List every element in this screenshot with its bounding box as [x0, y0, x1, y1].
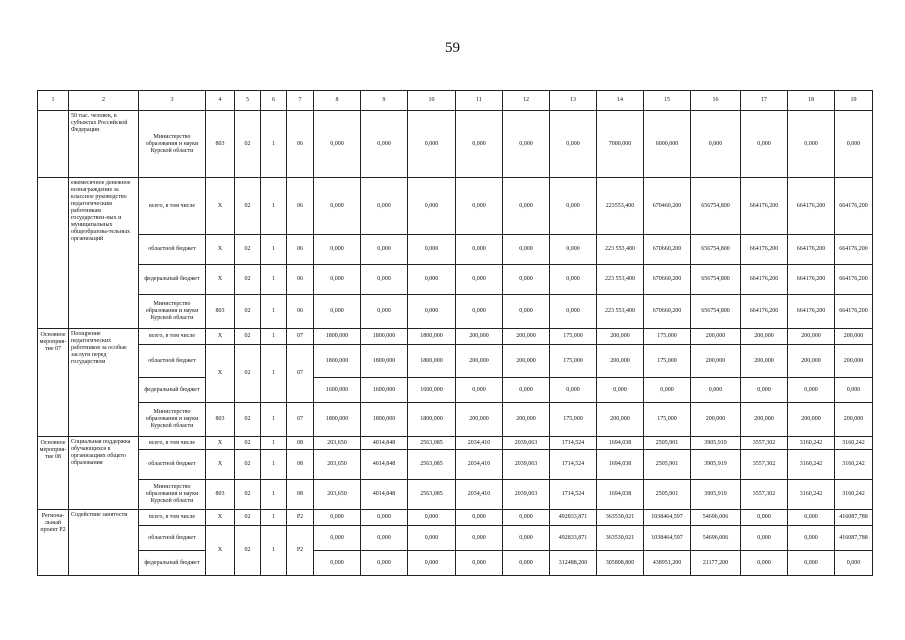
- value-cell: 200,000: [597, 403, 644, 437]
- funding-source-cell: Министерство образования и науки Курской области: [139, 295, 206, 329]
- value-cell: 0,000: [456, 526, 503, 551]
- activity-type-cell: Основное мероприя-тие 08: [38, 437, 69, 510]
- value-cell: 1800,000: [408, 345, 456, 378]
- header-cell-16: 16: [691, 91, 741, 111]
- value-cell: 2505,901: [644, 437, 691, 450]
- value-cell: 7000,000: [597, 111, 644, 178]
- activity-type-cell: Региона-льный проект P2: [38, 510, 69, 576]
- activity-type-cell: Основное мероприя-тие 07: [38, 329, 69, 437]
- value-cell: 3160,242: [835, 437, 873, 450]
- value-cell: 1714,524: [550, 437, 597, 450]
- value-cell: 670660,200: [644, 235, 691, 265]
- value-cell: 200,000: [691, 345, 741, 378]
- value-cell: 2563,085: [408, 450, 456, 480]
- value-cell: 1038464,597: [644, 526, 691, 551]
- value-cell: 0,000: [788, 510, 835, 526]
- code-cell-7: 06: [287, 111, 314, 178]
- value-cell: 363530,021: [597, 526, 644, 551]
- value-cell: 200,000: [456, 345, 503, 378]
- funding-source-cell: всего, в том числе: [139, 178, 206, 235]
- value-cell: 200,000: [835, 403, 873, 437]
- value-cell: 0,000: [550, 235, 597, 265]
- value-cell: 1800,000: [361, 403, 408, 437]
- value-cell: 4014,848: [361, 450, 408, 480]
- value-cell: 0,000: [408, 265, 456, 295]
- value-cell: 0,000: [741, 551, 788, 576]
- value-cell: 3160,242: [788, 437, 835, 450]
- value-cell: 200,000: [741, 403, 788, 437]
- value-cell: 1800,000: [314, 345, 361, 378]
- table-row: [38, 178, 873, 235]
- table-row: [38, 450, 873, 480]
- value-cell: 0,000: [408, 235, 456, 265]
- header-cell-1: 1: [38, 91, 69, 111]
- value-cell: 1038464,597: [644, 510, 691, 526]
- code-cell-5: 02: [235, 329, 261, 345]
- code-cell-6: 1: [261, 526, 287, 576]
- value-cell: 664176,200: [741, 295, 788, 329]
- header-cell-11: 11: [456, 91, 503, 111]
- value-cell: 223 553,400: [597, 295, 644, 329]
- code-cell-7: 06: [287, 178, 314, 235]
- value-cell: 0,000: [503, 265, 550, 295]
- funding-source-cell: областной бюджет: [139, 345, 206, 378]
- value-cell: 3557,302: [741, 480, 788, 510]
- value-cell: 0,000: [456, 235, 503, 265]
- code-cell-5: 02: [235, 295, 261, 329]
- value-cell: 0,000: [314, 510, 361, 526]
- code-cell-5: 02: [235, 265, 261, 295]
- value-cell: 200,000: [503, 403, 550, 437]
- activity-name-cell: Поощрение педагогических работников за особые заслуги перед государством: [69, 329, 139, 437]
- table-row: [38, 551, 873, 576]
- value-cell: 0,000: [503, 526, 550, 551]
- value-cell: 203,650: [314, 450, 361, 480]
- code-cell-6: 1: [261, 178, 287, 235]
- value-cell: 0,000: [741, 510, 788, 526]
- value-cell: 4014,848: [361, 480, 408, 510]
- value-cell: 0,000: [361, 178, 408, 235]
- value-cell: 200,000: [503, 329, 550, 345]
- code-cell-5: 02: [235, 526, 261, 576]
- value-cell: 0,000: [361, 111, 408, 178]
- value-cell: 200,000: [788, 345, 835, 378]
- table-row: [38, 437, 873, 450]
- code-cell-4: 803: [206, 480, 235, 510]
- value-cell: 438951,200: [644, 551, 691, 576]
- code-cell-4: X: [206, 178, 235, 235]
- value-cell: 200,000: [788, 403, 835, 437]
- value-cell: 664176,200: [835, 265, 873, 295]
- value-cell: 0,000: [550, 265, 597, 295]
- value-cell: 0,000: [788, 551, 835, 576]
- value-cell: 0,000: [691, 111, 741, 178]
- value-cell: 2563,085: [408, 437, 456, 450]
- value-cell: 1600,000: [408, 378, 456, 403]
- value-cell: 200,000: [456, 329, 503, 345]
- value-cell: 0,000: [361, 510, 408, 526]
- value-cell: 175,000: [550, 345, 597, 378]
- code-cell-4: 803: [206, 403, 235, 437]
- header-cell-13: 13: [550, 91, 597, 111]
- value-cell: 6000,000: [644, 111, 691, 178]
- value-cell: 0,000: [408, 551, 456, 576]
- value-cell: 54696,006: [691, 526, 741, 551]
- code-cell-7: 06: [287, 235, 314, 265]
- value-cell: 0,000: [788, 378, 835, 403]
- code-cell-5: 02: [235, 403, 261, 437]
- value-cell: 0,000: [503, 510, 550, 526]
- code-cell-6: 1: [261, 403, 287, 437]
- code-cell-5: 02: [235, 111, 261, 178]
- code-cell-7: 08: [287, 437, 314, 450]
- value-cell: 3905,919: [691, 437, 741, 450]
- value-cell: 0,000: [503, 378, 550, 403]
- code-cell-7: P2: [287, 526, 314, 576]
- value-cell: 2034,410: [456, 480, 503, 510]
- value-cell: 0,000: [361, 295, 408, 329]
- funding-source-cell: Министерство образования и науки Курской области: [139, 111, 206, 178]
- value-cell: 1714,524: [550, 480, 597, 510]
- value-cell: 175,000: [550, 329, 597, 345]
- value-cell: 0,000: [408, 295, 456, 329]
- header-cell-18: 18: [788, 91, 835, 111]
- value-cell: 656754,800: [691, 295, 741, 329]
- value-cell: 3905,919: [691, 450, 741, 480]
- value-cell: 2034,410: [456, 450, 503, 480]
- activity-type-cell: [38, 178, 69, 329]
- table-row: [38, 345, 873, 378]
- value-cell: 0,000: [408, 178, 456, 235]
- value-cell: 4014,848: [361, 437, 408, 450]
- code-cell-7: 06: [287, 295, 314, 329]
- code-cell-4: X: [206, 329, 235, 345]
- value-cell: 670660,200: [644, 265, 691, 295]
- code-cell-7: 07: [287, 329, 314, 345]
- value-cell: 175,000: [550, 403, 597, 437]
- value-cell: 0,000: [503, 295, 550, 329]
- value-cell: 2034,410: [456, 437, 503, 450]
- value-cell: 492833,871: [550, 510, 597, 526]
- value-cell: 664176,200: [835, 235, 873, 265]
- table-row: [38, 480, 873, 510]
- table-row: [38, 329, 873, 345]
- value-cell: 664176,200: [741, 178, 788, 235]
- header-cell-9: 9: [361, 91, 408, 111]
- funding-source-cell: областной бюджет: [139, 235, 206, 265]
- value-cell: 664176,200: [788, 265, 835, 295]
- value-cell: 21177,200: [691, 551, 741, 576]
- value-cell: 3160,242: [788, 450, 835, 480]
- code-cell-6: 1: [261, 111, 287, 178]
- value-cell: 492833,871: [550, 526, 597, 551]
- value-cell: 664176,200: [741, 235, 788, 265]
- code-cell-6: 1: [261, 480, 287, 510]
- value-cell: 0,000: [314, 178, 361, 235]
- value-cell: 1714,524: [550, 450, 597, 480]
- value-cell: 0,000: [456, 178, 503, 235]
- value-cell: 1600,000: [314, 378, 361, 403]
- value-cell: 0,000: [456, 551, 503, 576]
- value-cell: 0,000: [456, 265, 503, 295]
- value-cell: 656754,800: [691, 265, 741, 295]
- value-cell: 664176,200: [835, 295, 873, 329]
- value-cell: 0,000: [503, 235, 550, 265]
- value-cell: 200,000: [597, 329, 644, 345]
- value-cell: 1800,000: [314, 403, 361, 437]
- code-cell-6: 1: [261, 295, 287, 329]
- value-cell: 664176,200: [788, 295, 835, 329]
- value-cell: 200,000: [597, 345, 644, 378]
- header-cell-5: 5: [235, 91, 261, 111]
- value-cell: 223 553,400: [597, 265, 644, 295]
- code-cell-7: 08: [287, 450, 314, 480]
- value-cell: 0,000: [314, 526, 361, 551]
- value-cell: 1694,038: [597, 480, 644, 510]
- value-cell: 656754,800: [691, 178, 741, 235]
- header-cell-14: 14: [597, 91, 644, 111]
- funding-source-cell: областной бюджет: [139, 526, 206, 551]
- value-cell: 2039,063: [503, 480, 550, 510]
- value-cell: 0,000: [361, 551, 408, 576]
- activity-name-cell: ежемесячное денежное вознаграждение за классное руководство педагогическим работникам государствен-ных и муниципальных общеобразова-тельных организаций: [69, 178, 139, 329]
- funding-source-cell: Министерство образования и науки Курской области: [139, 480, 206, 510]
- funding-source-cell: федеральный бюджет: [139, 265, 206, 295]
- value-cell: 664176,200: [741, 265, 788, 295]
- code-cell-4: X: [206, 450, 235, 480]
- value-cell: 0,000: [456, 378, 503, 403]
- activity-name-cell: Содействие занятости: [69, 510, 139, 576]
- value-cell: 305808,800: [597, 551, 644, 576]
- code-cell-7: P2: [287, 510, 314, 526]
- value-cell: 0,000: [788, 111, 835, 178]
- code-cell-6: 1: [261, 450, 287, 480]
- value-cell: 670660,200: [644, 295, 691, 329]
- header-cell-19: 19: [835, 91, 873, 111]
- value-cell: 363530,021: [597, 510, 644, 526]
- value-cell: 2039,063: [503, 450, 550, 480]
- code-cell-5: 02: [235, 345, 261, 403]
- value-cell: 0,000: [550, 295, 597, 329]
- value-cell: 416087,788: [835, 526, 873, 551]
- value-cell: 0,000: [741, 111, 788, 178]
- value-cell: 0,000: [835, 551, 873, 576]
- value-cell: 223 553,400: [597, 235, 644, 265]
- value-cell: 0,000: [741, 378, 788, 403]
- code-cell-4: X: [206, 510, 235, 526]
- header-cell-12: 12: [503, 91, 550, 111]
- table-row: [38, 510, 873, 526]
- value-cell: 0,000: [741, 526, 788, 551]
- value-cell: 0,000: [503, 178, 550, 235]
- value-cell: 0,000: [644, 378, 691, 403]
- value-cell: 0,000: [456, 111, 503, 178]
- table-row: [38, 378, 873, 403]
- code-cell-4: 803: [206, 295, 235, 329]
- value-cell: 0,000: [314, 111, 361, 178]
- value-cell: 664176,200: [788, 178, 835, 235]
- value-cell: 1800,000: [314, 329, 361, 345]
- value-cell: 200,000: [741, 345, 788, 378]
- value-cell: 1800,000: [361, 329, 408, 345]
- value-cell: 200,000: [503, 345, 550, 378]
- header-cell-10: 10: [408, 91, 456, 111]
- value-cell: 0,000: [456, 510, 503, 526]
- value-cell: 200,000: [741, 329, 788, 345]
- value-cell: 312488,200: [550, 551, 597, 576]
- value-cell: 0,000: [408, 111, 456, 178]
- value-cell: 0,000: [361, 265, 408, 295]
- value-cell: 3160,242: [835, 450, 873, 480]
- value-cell: 2563,085: [408, 480, 456, 510]
- budget-table: [37, 90, 873, 576]
- funding-source-cell: всего, в том числе: [139, 329, 206, 345]
- page-number: 59: [445, 40, 460, 56]
- table-row: [38, 403, 873, 437]
- value-cell: 664176,200: [835, 178, 873, 235]
- code-cell-7: 08: [287, 480, 314, 510]
- table-row: [38, 265, 873, 295]
- value-cell: 2505,901: [644, 480, 691, 510]
- value-cell: 0,000: [314, 551, 361, 576]
- table-row: [38, 295, 873, 329]
- code-cell-6: 1: [261, 437, 287, 450]
- header-row: [38, 91, 873, 111]
- code-cell-5: 02: [235, 480, 261, 510]
- code-cell-4: X: [206, 526, 235, 576]
- value-cell: 1694,038: [597, 450, 644, 480]
- value-cell: 664176,200: [788, 235, 835, 265]
- value-cell: 1600,000: [361, 378, 408, 403]
- value-cell: 175,000: [644, 403, 691, 437]
- value-cell: 200,000: [691, 329, 741, 345]
- header-cell-3: 3: [139, 91, 206, 111]
- code-cell-6: 1: [261, 329, 287, 345]
- value-cell: 1800,000: [408, 403, 456, 437]
- value-cell: 0,000: [550, 178, 597, 235]
- activity-name-cell: Социальная поддержка обучающихся в организациях общего образования: [69, 437, 139, 510]
- value-cell: 0,000: [835, 111, 873, 178]
- funding-source-cell: федеральный бюджет: [139, 378, 206, 403]
- value-cell: 0,000: [314, 295, 361, 329]
- code-cell-6: 1: [261, 510, 287, 526]
- table-row: [38, 235, 873, 265]
- value-cell: 3160,242: [788, 480, 835, 510]
- value-cell: 200,000: [691, 403, 741, 437]
- value-cell: 203,650: [314, 480, 361, 510]
- value-cell: 3905,919: [691, 480, 741, 510]
- header-cell-8: 8: [314, 91, 361, 111]
- code-cell-7: 07: [287, 403, 314, 437]
- funding-source-cell: федеральный бюджет: [139, 551, 206, 576]
- header-cell-7: 7: [287, 91, 314, 111]
- value-cell: 0,000: [361, 526, 408, 551]
- value-cell: 3557,302: [741, 450, 788, 480]
- value-cell: 670460,200: [644, 178, 691, 235]
- value-cell: 0,000: [691, 378, 741, 403]
- value-cell: 200,000: [788, 329, 835, 345]
- value-cell: 656754,800: [691, 235, 741, 265]
- code-cell-4: X: [206, 345, 235, 403]
- value-cell: 54696,006: [691, 510, 741, 526]
- value-cell: 0,000: [314, 235, 361, 265]
- code-cell-6: 1: [261, 235, 287, 265]
- value-cell: 2505,901: [644, 450, 691, 480]
- code-cell-4: X: [206, 437, 235, 450]
- header-cell-15: 15: [644, 91, 691, 111]
- value-cell: 200,000: [456, 403, 503, 437]
- value-cell: 0,000: [550, 378, 597, 403]
- funding-source-cell: всего, в том числе: [139, 437, 206, 450]
- value-cell: 200,000: [835, 329, 873, 345]
- activity-type-cell: [38, 111, 69, 178]
- code-cell-5: 02: [235, 437, 261, 450]
- value-cell: 1800,000: [361, 345, 408, 378]
- value-cell: 3557,302: [741, 437, 788, 450]
- table-row: [38, 111, 873, 178]
- funding-source-cell: всего, в том числе: [139, 510, 206, 526]
- code-cell-6: 1: [261, 265, 287, 295]
- value-cell: 0,000: [408, 510, 456, 526]
- value-cell: 0,000: [788, 526, 835, 551]
- activity-name-cell: 50 тыс. человек, в субъектах Российской Федерации: [69, 111, 139, 178]
- funding-source-cell: областной бюджет: [139, 450, 206, 480]
- value-cell: 0,000: [550, 111, 597, 178]
- value-cell: 0,000: [503, 551, 550, 576]
- code-cell-4: 803: [206, 111, 235, 178]
- value-cell: 416087,788: [835, 510, 873, 526]
- code-cell-4: X: [206, 235, 235, 265]
- value-cell: 3160,242: [835, 480, 873, 510]
- code-cell-5: 02: [235, 510, 261, 526]
- value-cell: 0,000: [503, 111, 550, 178]
- code-cell-7: 06: [287, 265, 314, 295]
- header-cell-6: 6: [261, 91, 287, 111]
- value-cell: 223553,400: [597, 178, 644, 235]
- code-cell-5: 02: [235, 450, 261, 480]
- code-cell-5: 02: [235, 178, 261, 235]
- value-cell: 0,000: [456, 295, 503, 329]
- value-cell: 0,000: [835, 378, 873, 403]
- table-row: [38, 526, 873, 551]
- value-cell: 0,000: [361, 235, 408, 265]
- code-cell-6: 1: [261, 345, 287, 403]
- value-cell: 175,000: [644, 329, 691, 345]
- funding-source-cell: Министерство образования и науки Курской области: [139, 403, 206, 437]
- code-cell-5: 02: [235, 235, 261, 265]
- value-cell: 0,000: [314, 265, 361, 295]
- header-cell-17: 17: [741, 91, 788, 111]
- value-cell: 1800,000: [408, 329, 456, 345]
- value-cell: 1694,038: [597, 437, 644, 450]
- header-cell-2: 2: [69, 91, 139, 111]
- value-cell: 200,000: [835, 345, 873, 378]
- value-cell: 0,000: [597, 378, 644, 403]
- value-cell: 203,650: [314, 437, 361, 450]
- value-cell: 175,000: [644, 345, 691, 378]
- value-cell: 0,000: [408, 526, 456, 551]
- code-cell-4: X: [206, 265, 235, 295]
- value-cell: 2039,063: [503, 437, 550, 450]
- code-cell-7: 07: [287, 345, 314, 403]
- header-cell-4: 4: [206, 91, 235, 111]
